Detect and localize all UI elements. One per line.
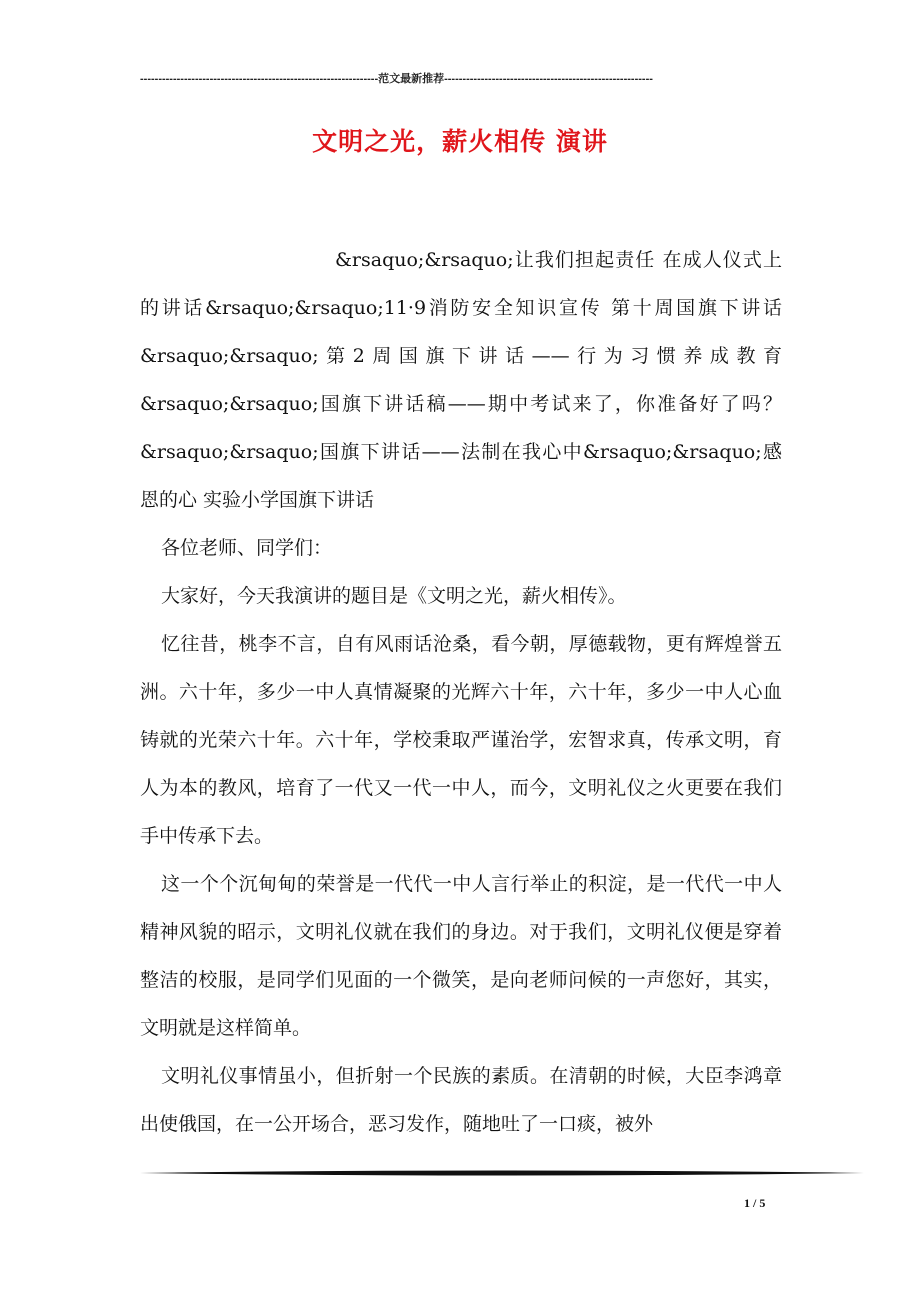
paragraph-honor: 这一个个沉甸甸的荣誉是一代代一中人言行举止的积淀，是一代代一中人精神风貌的昭示，文明礼仪就在我们的身边。对于我们，文明礼仪便是穿着整洁的校服，是同学们见面的一个微笑，是向老师问候的一声您好，其实，文明就是这样简单。: [140, 873, 782, 1039]
paragraph-related-links: &rsaquo;&rsaquo;让我们担起责任 在成人仪式上的讲话&rsaquo;&rsaquo;11·9消防安全知识宣传 第十周国旗下讲话&rsaquo;&rsaquo;第2周国旗下讲话——行为习惯养成教育&rsaquo;&rsaquo;国旗下讲话稿——期中考试来了，你准备好了吗？&rsaquo;&rsaquo;国旗下讲话——法制在我心中&rsaquo;&rsaquo;感恩的心 实验小学国旗下讲话: [140, 249, 782, 511]
document-body: [140, 236, 782, 1148]
paragraph-history: 忆往昔，桃李不言，自有风雨话沧桑，看今朝，厚德载物，更有辉煌誉五洲。六十年，多少一中人真情凝聚的光辉六十年，六十年，多少一中人心血铸就的光荣六十年。六十年，学校秉取严谨治学，宏智求真，传承文明，育人为本的教风，培育了一代又一代一中人，而今，文明礼仪之火更要在我们手中传承下去。: [140, 633, 782, 847]
paragraph-intro: 大家好，今天我演讲的题目是《文明之光，薪火相传》。: [161, 585, 627, 607]
footer-divider: [140, 1170, 864, 1176]
document-title: 文明之光，薪火相传 演讲: [312, 127, 608, 156]
page-header: -----------------------------------------------------------------范文最新推荐---------------------------------------------------------: [140, 73, 653, 85]
paragraph-greeting: 各位老师、同学们：: [161, 537, 333, 559]
paragraph-qing-dynasty: 文明礼仪事情虽小，但折射一个民族的素质。在清朝的时候，大臣李鸿章出使俄国，在一公开场合，恶习发作，随地吐了一口痰，被外: [140, 1065, 782, 1135]
page-number: 1 / 5: [744, 1196, 766, 1210]
